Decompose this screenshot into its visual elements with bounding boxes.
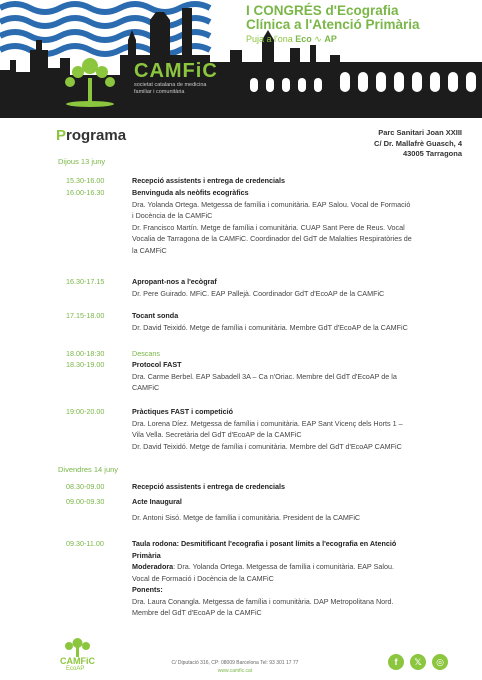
logo-wordmark: CAMFiC: [134, 60, 218, 82]
session-time: 17.15-18.00: [66, 311, 105, 320]
session-content: [132, 187, 432, 256]
wave-icon: ∿: [311, 34, 325, 44]
session-title: Pràctiques FAST i competició: [132, 407, 234, 416]
session-title: Tocant sonda: [132, 311, 179, 320]
session-time: 19:00-20.00: [66, 407, 105, 416]
venue-address: [374, 128, 462, 160]
moderator-label: Moderadora: [132, 562, 174, 571]
speaker-line: Dra. Carme Berbel. EAP Sabadell 3A – Ca n'Oriac. Membre del GdT d'EcoAP de la: [132, 371, 397, 381]
tagline-text: Puja a l'ona: [246, 34, 296, 44]
speaker-line: i Docència de la CAMFiC: [132, 211, 213, 220]
tagline-brand: Eco: [295, 34, 312, 44]
break-title: Descans: [132, 349, 160, 358]
footer-logo-word: CAMFiC: [60, 656, 95, 666]
page-title-initial: P: [56, 127, 67, 144]
session-content: [132, 538, 432, 619]
congress-tagline: [246, 33, 464, 45]
session-time: 16.30-17.15: [66, 277, 105, 286]
session-content: [132, 276, 432, 299]
session-time: 09.00-09.30: [66, 497, 105, 506]
session-title: Protocol FAST: [132, 360, 182, 369]
speaker-line: Dra. Yolanda Ortega. Metgessa de família i comunitària. EAP Salou. Vocal de Formació: [132, 199, 411, 209]
congress-title-line-2: Clínica a l'Atenció Primària: [246, 17, 420, 32]
session-content: [132, 175, 432, 187]
session-time: 16.00-16.30: [66, 188, 105, 197]
session-content: [132, 406, 432, 452]
speaker-line: Dr. David Teixidó. Metge de família i comunitària. Membre del GdT d'EcoAP CAMFiC: [132, 441, 402, 451]
x-icon[interactable]: 𝕏: [410, 654, 426, 670]
address-line-2: C/ Dr. Mallafrè Guasch, 4: [374, 138, 462, 148]
speakers-colon: :: [160, 585, 163, 594]
session-content: [132, 496, 432, 523]
session-title: Benvinguda als neòfits ecogràfics: [132, 188, 249, 197]
speaker-line: Vocalia de Tarragona de la CAMFiC. Coordinador del GdT de Malalties Respiratòries de: [132, 234, 412, 243]
session-content: [132, 310, 432, 333]
footer-contact: [150, 660, 320, 675]
session-content: [132, 348, 432, 360]
speaker-line: la CAMFiC: [132, 245, 167, 255]
moderator-text: : Dra. Yolanda Ortega. Metgessa de família i comunitària. EAP Salou.: [173, 562, 394, 571]
logo-subtitle-2: familiar i comunitària: [134, 89, 185, 95]
speaker-line: Dr. Pere Guirado. MFiC. EAP Pallejà. Coordinador GdT d'EcoAP de la CAMFiC: [132, 288, 385, 298]
instagram-icon[interactable]: ◎: [432, 654, 448, 670]
session-time: 15.30-16.00: [66, 176, 105, 185]
session-title-continued: Primària: [132, 550, 161, 560]
speakers-heading: [132, 584, 432, 596]
speaker-line: Dra. Lorena Díez. Metgessa de família i comunitària. EAP Sant Vicenç dels Horts 1 –: [132, 418, 403, 428]
speaker-line: CAMFiC: [132, 383, 160, 392]
page-footer: [0, 630, 482, 680]
header-banner: [0, 0, 482, 118]
facebook-icon[interactable]: f: [388, 654, 404, 670]
speakers-label: Ponents: [132, 585, 161, 594]
session-time: 09.30-11.00: [66, 539, 104, 548]
address-line-1: Parc Sanitari Joan XXIII: [378, 128, 462, 137]
speaker-line: Dr. Antoni Sisó. Metge de família i comunitària. President de la CAMFiC: [132, 512, 361, 522]
session-time: 08.30-09.00: [66, 482, 105, 491]
session-title: Recepció assistents i entrega de credencials: [132, 482, 286, 491]
tagline-brand-suffix: AP: [324, 34, 337, 44]
speaker-line: Dr. David Teixidó. Metge de família i comunitària. Membre GdT d'EcoAP de la CAMFiC: [132, 322, 408, 332]
footer-logo: [58, 636, 98, 680]
session-title: Taula rodona: Desmitificant l'ecografia i posant límits a l'ecografia en Atenció: [132, 539, 397, 548]
footer-logo-sub: EcoAP: [66, 666, 85, 672]
address-line-3: 43005 Tarragona: [402, 149, 462, 158]
page-title: [56, 127, 126, 144]
logo-subtitle-1: societat catalana de medicina: [134, 82, 207, 88]
session-content: [132, 359, 432, 394]
session-title: Recepció assistents i entrega de credencials: [132, 176, 286, 185]
camfic-logo-text: [134, 60, 218, 96]
page-title-rest: rograma: [66, 127, 127, 144]
footer-address: C/ Diputació 316, CP: 08009 Barcelona Tel: 93 301 17 77: [171, 660, 299, 666]
day-label: Divendres 14 juny: [58, 465, 119, 474]
session-content: [132, 481, 432, 493]
congress-title: [246, 4, 464, 45]
session-title: Acte Inaugural: [132, 497, 182, 506]
moderator-line: [132, 561, 432, 573]
footer-website-link[interactable]: www.camfic.cat: [217, 667, 253, 674]
session-title: Apropant-nos a l'ecògraf: [132, 277, 217, 286]
session-time: 18.00-18:30: [66, 349, 105, 358]
session-time: 18.30-19.00: [66, 360, 105, 369]
speaker-line: Vila Vella. Secretària del GdT d'EcoAP de la CAMFiC: [132, 430, 302, 439]
speaker-line: Dr. Francisco Martín. Metge de família i comunitària. CUAP Sant Pere de Reus. Vocal: [132, 222, 405, 232]
speaker-line: Dra. Laura Conangla. Metgessa de família i comunitària. DAP Metropolitana Nord.: [132, 596, 394, 606]
speaker-line: Membre del GdT d'EcoAP de la CAMFiC: [132, 608, 262, 617]
congress-title-line-1: I CONGRÉS d'Ecografia: [246, 3, 399, 18]
footer-tree-icon: [58, 636, 98, 658]
day-label: Dijous 13 juny: [58, 157, 106, 166]
moderator-line-2: Vocal de Formació i Docència de la CAMFiC: [132, 573, 274, 583]
